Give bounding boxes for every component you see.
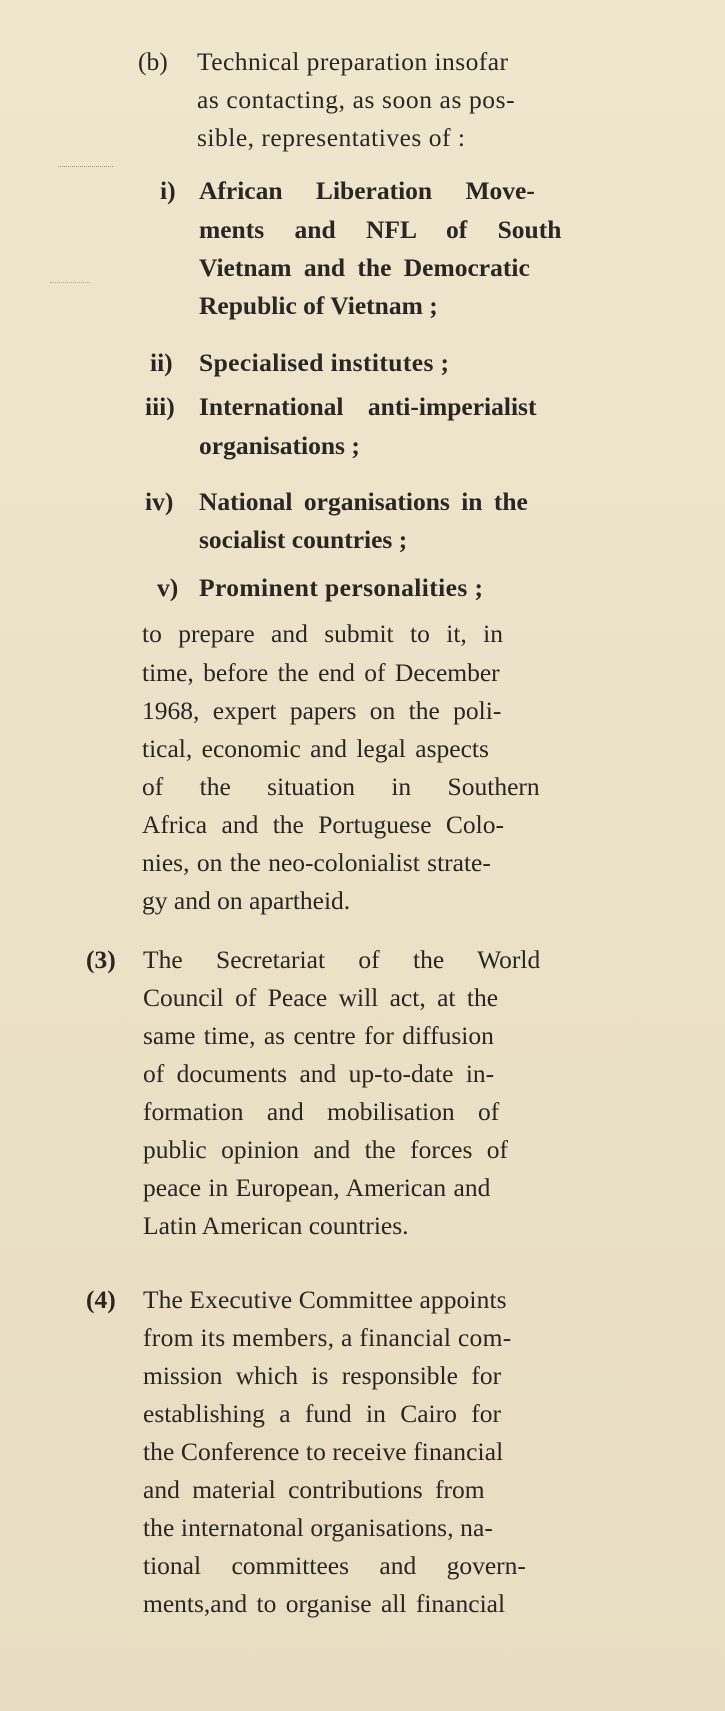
sub-item-i-line: African Liberation Move- (199, 176, 535, 205)
paragraph-4-line: from its members, a financial com- (143, 1323, 512, 1352)
sub-item-i-line: Republic of Vietnam ; (199, 291, 438, 320)
paragraph-3-line: The Secretariat of the World (143, 945, 541, 974)
item-b-label: (b) (138, 47, 168, 76)
prepare-line: to prepare and submit to it, in (142, 619, 503, 648)
sub-item-iv-line: National organisations in the (199, 487, 528, 516)
item-b-line: as contacting, as soon as pos- (197, 85, 516, 114)
paragraph-3-label: (3) (86, 945, 116, 974)
paragraph-4-line: The Executive Committee appoints (143, 1285, 507, 1314)
sub-item-ii-line: Specialised institutes ; (199, 348, 450, 377)
paragraph-4-line: mission which is responsible for (143, 1361, 502, 1390)
paragraph-3-line: Latin American countries. (143, 1211, 409, 1240)
paragraph-3-line: Council of Peace will act, at the (143, 983, 499, 1012)
paragraph-4-label: (4) (86, 1285, 116, 1314)
prepare-line: nies, on the neo-colonialist strate- (142, 848, 491, 877)
prepare-line: Africa and the Portuguese Colo- (142, 810, 504, 839)
sub-item-iii-line: organisations ; (199, 431, 360, 460)
paragraph-3-line: of documents and up-to-date in- (143, 1059, 495, 1088)
item-b-line: Technical preparation insofar (197, 47, 509, 76)
paragraph-3-line: formation and mobilisation of (143, 1097, 500, 1126)
paragraph-3-line: peace in European, American and (143, 1173, 491, 1202)
paragraph-4-line: the Conference to receive financial (143, 1437, 504, 1466)
sub-item-v-line: Prominent personalities ; (199, 573, 484, 602)
sub-item-i-line: ments and NFL of South (199, 215, 562, 244)
paragraph-4-line: establishing a fund in Cairo for (143, 1399, 501, 1428)
sub-item-v-label: v) (157, 573, 179, 602)
sub-item-ii-label: ii) (150, 348, 173, 377)
margin-mark (58, 166, 113, 167)
margin-mark (50, 282, 90, 283)
sub-item-iii-line: International anti-imperialist (199, 392, 537, 421)
prepare-line: tical, economic and legal aspects (142, 734, 489, 763)
paragraph-4-line: tional committees and govern- (143, 1551, 526, 1580)
paragraph-4-line: ments,and to organise all financial (143, 1589, 506, 1618)
paragraph-4-line: and material contributions from (143, 1475, 485, 1504)
paragraph-3-line: same time, as centre for diffusion (143, 1021, 494, 1050)
prepare-line: gy and on apartheid. (142, 886, 351, 915)
prepare-line: time, before the end of December (142, 658, 500, 687)
sub-item-iv-label: iv) (145, 487, 174, 516)
prepare-line: 1968, expert papers on the poli- (142, 696, 502, 725)
paragraph-4-line: the internatonal organisations, na- (143, 1513, 494, 1542)
sub-item-i-label: i) (160, 176, 176, 205)
sub-item-iii-label: iii) (145, 392, 175, 421)
item-b-line: sible, representatives of : (197, 123, 466, 152)
prepare-line: of the situation in Southern (142, 772, 540, 801)
sub-item-iv-line: socialist countries ; (199, 525, 408, 554)
paragraph-3-line: public opinion and the forces of (143, 1135, 509, 1164)
sub-item-i-line: Vietnam and the Democratic (199, 253, 530, 282)
